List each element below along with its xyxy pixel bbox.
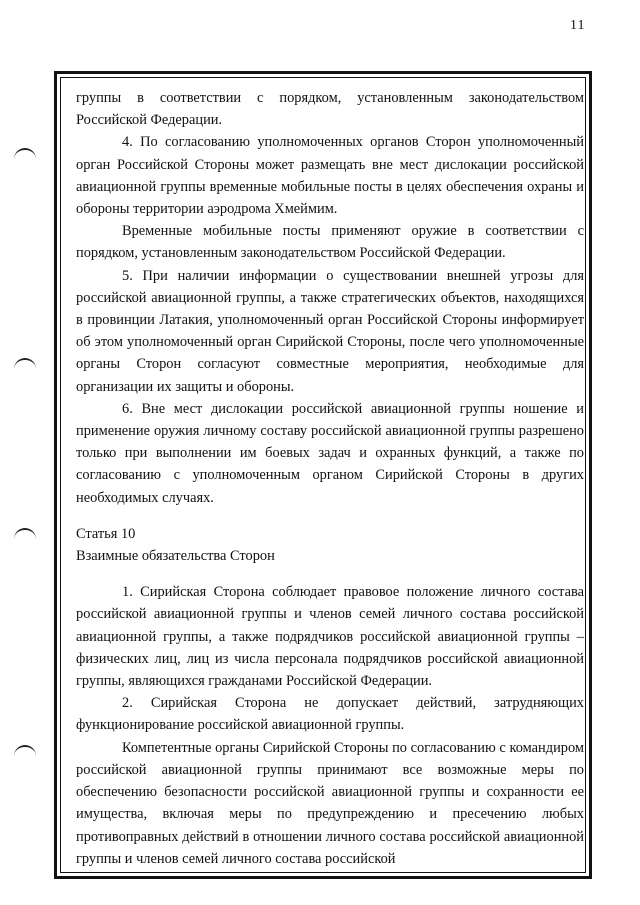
paragraph: группы в соответствии с порядком, установленным законодательством Российской Федерации. [76,90,584,129]
spacer [76,509,584,523]
binder-mark [14,745,36,757]
binder-mark [14,148,36,160]
document-body [76,87,584,870]
paragraph: 1. Сирийская Сторона соблюдает правовое положение личного состава российской авиационной группы и членов семей личного состава российской авиационной группы, а также подрядчиков российской авиационной группы – физических лиц, лиц из числа персонала подрядчиков российской авиационной группы, являющихся гражданами Российской Федерации. [76,584,584,690]
paragraph: 4. По согласованию уполномоченных органов Сторон уполномоченный орган Российской Стороны может размещать вне мест дислокации российской авиационной группы временные мобильные посты в целях обеспечения охраны и обороны территории аэродрома Хмеймим. [76,134,584,218]
article-title: Взаимные обязательства Сторон [76,548,275,565]
page-number: 11 [570,18,586,33]
binder-mark [14,528,36,540]
binder-mark [14,358,36,370]
paragraph: 2. Сирийская Сторона не допускает действий, затрудняющих функционирование российской авиационной группы. [76,695,584,734]
spacer [76,567,584,581]
paragraph: 5. При наличии информации о существовании внешней угрозы для российской авиационной группы, а также стратегических объектов, находящихся в провинции Латакия, уполномоченный орган Российской Стороны информирует об этом уполномоченный орган Сирийской Стороны, после чего уполномоченные органы Сторон согласуют совместные мероприятия, необходимые для организации их защиты и обороны. [76,267,584,395]
paragraph: Компетентные органы Сирийской Стороны по согласованию с командиром российской авиационной группы принимают все возможные меры по обеспечению безопасности российской авиационной группы и сохранности ее имущества, включая меры по предупреждению и пресечению любых противоправных действий в отношении личного состава российской авиационной группы и членов семей личного состава российской [76,739,584,867]
article-number: Статья 10 [76,525,136,542]
paragraph: 6. Вне мест дислокации российской авиационной группы ношение и применение оружия личному составу российской авиационной группы разрешено только при выполнении им боевых задач и охранных функций, а также по согласованию с уполномоченным органом Сирийской Стороны в других необходимых случаях. [76,400,584,506]
paragraph: Временные мобильные посты применяют оружие в соответствии с порядком, установленным законодательством Российской Федерации. [76,223,584,262]
